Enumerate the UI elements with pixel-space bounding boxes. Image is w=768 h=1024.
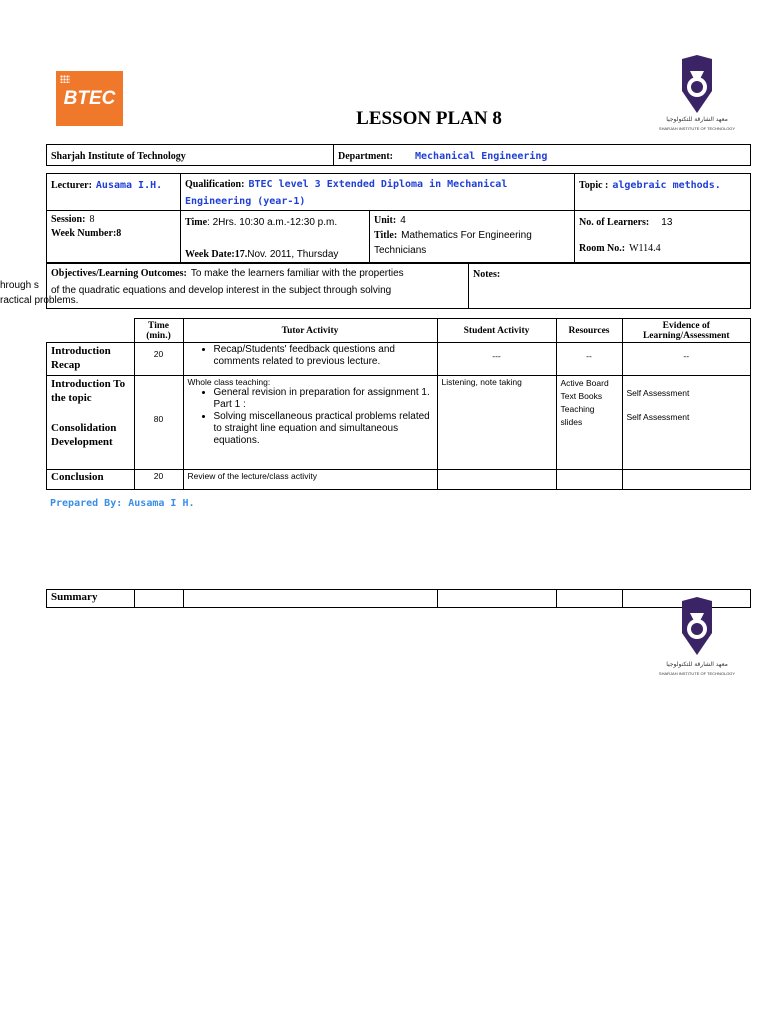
session-cell [47, 211, 181, 264]
notes-cell [469, 263, 751, 309]
unit-title-label: Title: [374, 230, 398, 241]
conclusion-label: Conclusion [47, 470, 135, 490]
institute-logo-english: SHARJAH INSTITUTE OF TECHNOLOGY [658, 671, 736, 676]
department-value: Mechanical Engineering [414, 151, 548, 162]
qualification-label: Qualification: [185, 179, 245, 190]
institute-cell [47, 145, 334, 166]
intro-topic-label-cell [47, 376, 135, 470]
evidence-item: Self Assessment [626, 412, 690, 422]
evidence-header: Evidence of Learning/Assessment [622, 319, 751, 343]
time-header: Time (min.) [134, 319, 183, 343]
unit-cell [370, 211, 575, 264]
session-value: 8 [89, 214, 95, 225]
conclusion-time: 20 [134, 470, 183, 490]
table-row [47, 343, 751, 376]
objectives-cell [47, 263, 469, 309]
intro-topic-label: Introduction To the topic [51, 378, 126, 404]
blank-header [47, 319, 135, 343]
intro-topic-tutor [183, 376, 437, 470]
summary-tutor [184, 590, 438, 608]
room-value: W114.4 [629, 243, 661, 254]
qualification-value: BTEC level 3 Extended Diploma in Mechanical Engineering (year-1) [185, 179, 508, 207]
topic-cell [575, 174, 751, 211]
intro-recap-time: 20 [134, 343, 183, 376]
week-number-value: 8 [116, 228, 122, 239]
topic-value: algebraic methods. [612, 180, 721, 191]
intro-topic-time: 80 [134, 376, 183, 470]
list-item: • Recap/Students' feedback questions and comments related to previous lecture. [214, 344, 433, 368]
prepared-by: Prepared By: Ausama I H. [50, 498, 195, 509]
institute-logo [652, 55, 742, 135]
topic-label: Topic : [579, 180, 609, 191]
btec-logo-text: BTEC [63, 88, 116, 109]
conclusion-resources [556, 470, 622, 490]
shield-gear-icon [652, 597, 742, 659]
tutor-intro: Whole class teaching: [187, 377, 271, 387]
list-item: • General revision in preparation for assignment 1. Part 1 : [214, 387, 433, 411]
summary-label: Summary [47, 590, 135, 608]
btec-logo-dots-icon [60, 75, 70, 83]
summary-table [46, 589, 751, 608]
objectives-line2: of the quadratic equations and develop interest in the subject through solving [51, 285, 392, 296]
activity-table [46, 318, 751, 490]
unit-title-value: Mathematics For Engineering Technicians [374, 230, 532, 256]
intro-topic-evidence [622, 376, 751, 470]
week-date-value: Nov. 2011, Thursday [247, 249, 339, 260]
intro-topic-resources [556, 376, 622, 470]
unit-label: Unit: [374, 215, 397, 226]
learners-label: No. of Learners: [579, 217, 650, 228]
student-activity-header: Student Activity [437, 319, 556, 343]
lecturer-cell [47, 174, 181, 211]
conclusion-evidence [622, 470, 751, 490]
institute-name: Sharjah Institute of Technology [51, 151, 186, 162]
institute-logo-english: SHARJAH INSTITUTE OF TECHNOLOGY [658, 126, 736, 131]
session-label: Session: [51, 214, 86, 225]
table-row [47, 470, 751, 490]
objectives-label: Objectives/Learning Outcomes: [51, 268, 187, 279]
summary-resources [557, 590, 623, 608]
unit-value: 4 [400, 215, 406, 226]
notes-label: Notes: [473, 269, 501, 280]
intro-topic-student: Listening, note taking [437, 376, 556, 470]
list-item: • Solving miscellaneous practical problems related to straight line equation and simultaneous equations. [214, 411, 433, 447]
time-value: : 2Hrs. 10:30 a.m.-12:30 p.m. [207, 217, 338, 228]
week-date-label: Week Date: [185, 249, 235, 260]
consolidation-label: Consolidation Development [51, 422, 117, 448]
summary-student [438, 590, 557, 608]
intro-recap-tutor [183, 343, 437, 376]
objectives-overflow-1: hrough s [0, 280, 39, 291]
conclusion-tutor: Review of the lecture/class activity [183, 470, 437, 490]
page-title: LESSON PLAN 8 [356, 108, 502, 129]
resource-item: Text Books [560, 391, 603, 401]
intro-recap-resources: -- [556, 343, 622, 376]
institute-logo-bottom [652, 597, 742, 679]
resources-header: Resources [556, 319, 622, 343]
time-cell [181, 211, 370, 264]
intro-recap-student: --- [437, 343, 556, 376]
intro-recap-label: Introduction Recap [47, 343, 135, 376]
institute-row [46, 144, 751, 166]
details-table [46, 173, 751, 264]
week-date-bold: 17. [234, 249, 248, 260]
objectives-overflow-2: ractical problems. [0, 295, 79, 306]
resource-item: Teaching slides [560, 404, 595, 427]
department-label: Department: [338, 151, 393, 162]
learners-room-cell [575, 211, 751, 264]
objectives-table [46, 262, 751, 309]
lecturer-label: Lecturer: [51, 180, 92, 191]
learners-value: 13 [661, 217, 673, 228]
conclusion-student [437, 470, 556, 490]
table-row [47, 376, 751, 470]
department-cell [334, 145, 751, 166]
summary-time [135, 590, 184, 608]
lecturer-value: Ausama I.H. [95, 180, 163, 191]
resource-item: Active Board [560, 378, 609, 388]
institute-logo-arabic: معهد الشارقة للتكنولوجيا [666, 116, 728, 123]
week-number-label: Week Number: [51, 228, 117, 239]
evidence-item: Self Assessment [626, 388, 690, 398]
tutor-activity-header: Tutor Activity [183, 319, 437, 343]
room-label: Room No.: [579, 243, 626, 254]
objectives-line1: To make the learners familiar with the properties [190, 268, 404, 279]
qualification-cell [181, 174, 575, 211]
institute-logo-arabic: معهد الشارقة للتكنولوجيا [666, 661, 728, 668]
time-label: Time [185, 217, 208, 228]
shield-gear-icon [652, 55, 742, 117]
intro-recap-evidence: -- [622, 343, 751, 376]
